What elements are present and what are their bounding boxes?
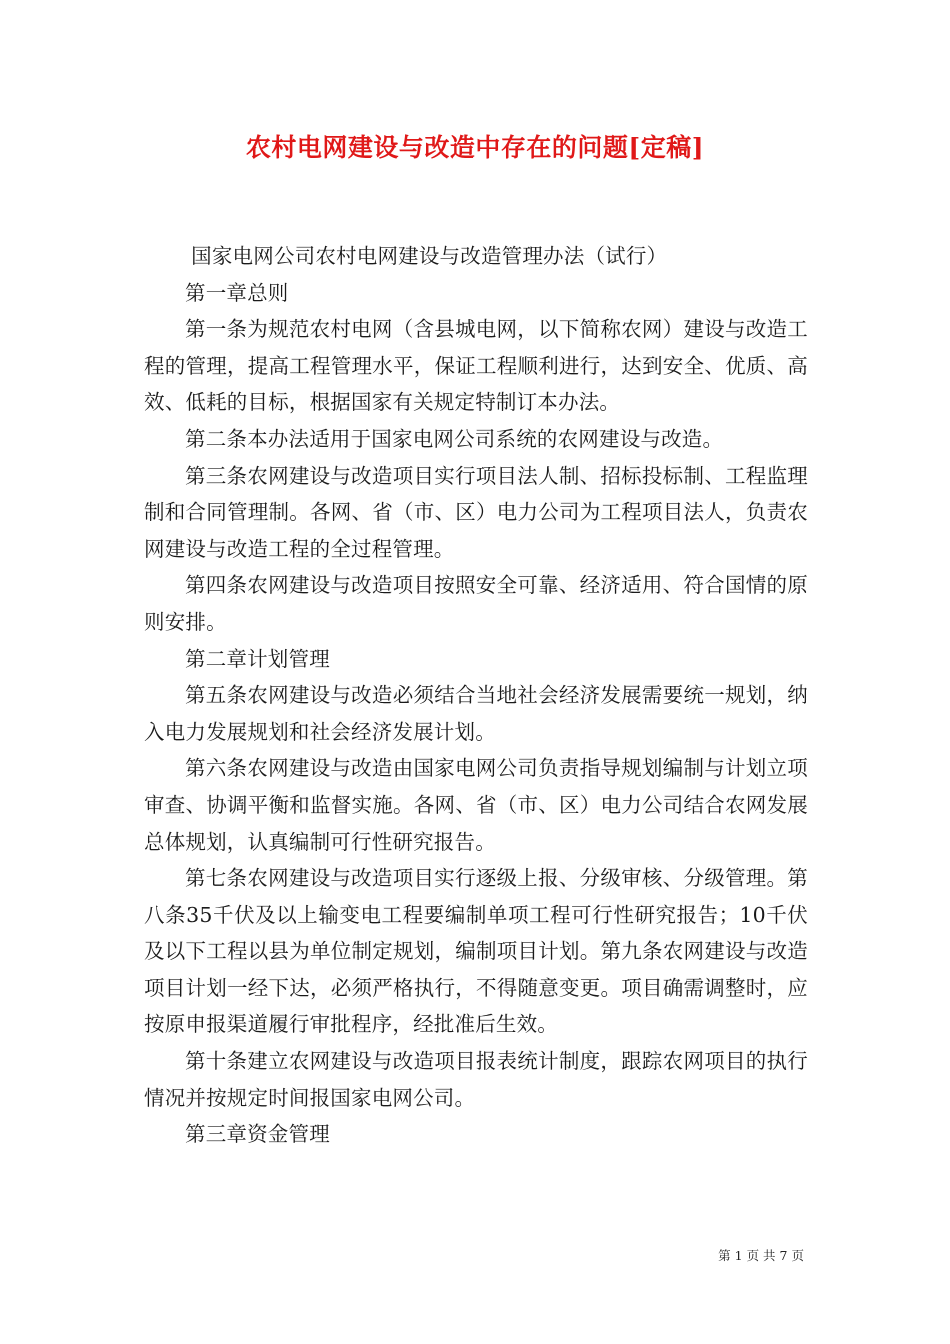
document-title: 农村电网建设与改造中存在的问题[定稿] [245, 133, 705, 162]
paragraph: 第五条农网建设与改造必须结合当地社会经济发展需要统一规划，纳入电力发展规划和社会经济发展计划。 [144, 683, 808, 744]
paragraph: 第四条农网建设与改造项目按照安全可靠、经济适用、符合国情的原则安排。 [144, 573, 808, 634]
footer-current-page: 1 [734, 1248, 743, 1263]
paragraph: 第三条农网建设与改造项目实行项目法人制、招标投标制、工程监理制和合同管理制。各网、省（市、区）电力公司为工程项目法人，负责农网建设与改造工程的全过程管理。 [144, 463, 808, 561]
chapter-heading: 第三章资金管理 [185, 1122, 330, 1147]
page-number-footer [718, 1246, 804, 1264]
footer-prefix: 第 [718, 1248, 731, 1263]
paragraph: 第六条农网建设与改造由国家电网公司负责指导规划编制与计划立项审查、协调平衡和监督实施。各网、省（市、区）电力公司结合农网发展总体规划，认真编制可行性研究报告。 [144, 756, 808, 854]
paragraph: 第二条本办法适用于国家电网公司系统的农网建设与改造。 [185, 426, 724, 451]
paragraph: 第十条建立农网建设与改造项目报表统计制度，跟踪农网项目的执行情况并按规定时间报国家电网公司。 [144, 1049, 808, 1110]
footer-total-pages: 7 [779, 1248, 788, 1263]
footer-middle: 页 共 [746, 1248, 776, 1263]
paragraph: 第七条农网建设与改造项目实行逐级上报、分级审核、分级管理。第八条35千伏及以上输变电工程要编制单项工程可行性研究报告；10千伏及以下工程以县为单位制定规划，编制项目计划。第九条农网建设与改造项目计划一经下达，必须严格执行，不得随意变更。项目确需调整时，应按原申报渠道履行审批程序，经批准后生效。 [144, 866, 808, 1037]
chapter-heading: 第二章计划管理 [185, 646, 330, 671]
chapter-heading: 第一章总则 [185, 280, 289, 305]
footer-suffix: 页 [791, 1248, 804, 1263]
paragraph-subtitle: 国家电网公司农村电网建设与改造管理办法（试行） [191, 244, 668, 268]
paragraph: 第一条为规范农村电网（含县城电网，以下简称农网）建设与改造工程的管理，提高工程管理水平，保证工程顺利进行，达到安全、优质、高效、低耗的目标，根据国家有关规定特制订本办法。 [144, 317, 808, 415]
document-body [144, 238, 808, 1153]
